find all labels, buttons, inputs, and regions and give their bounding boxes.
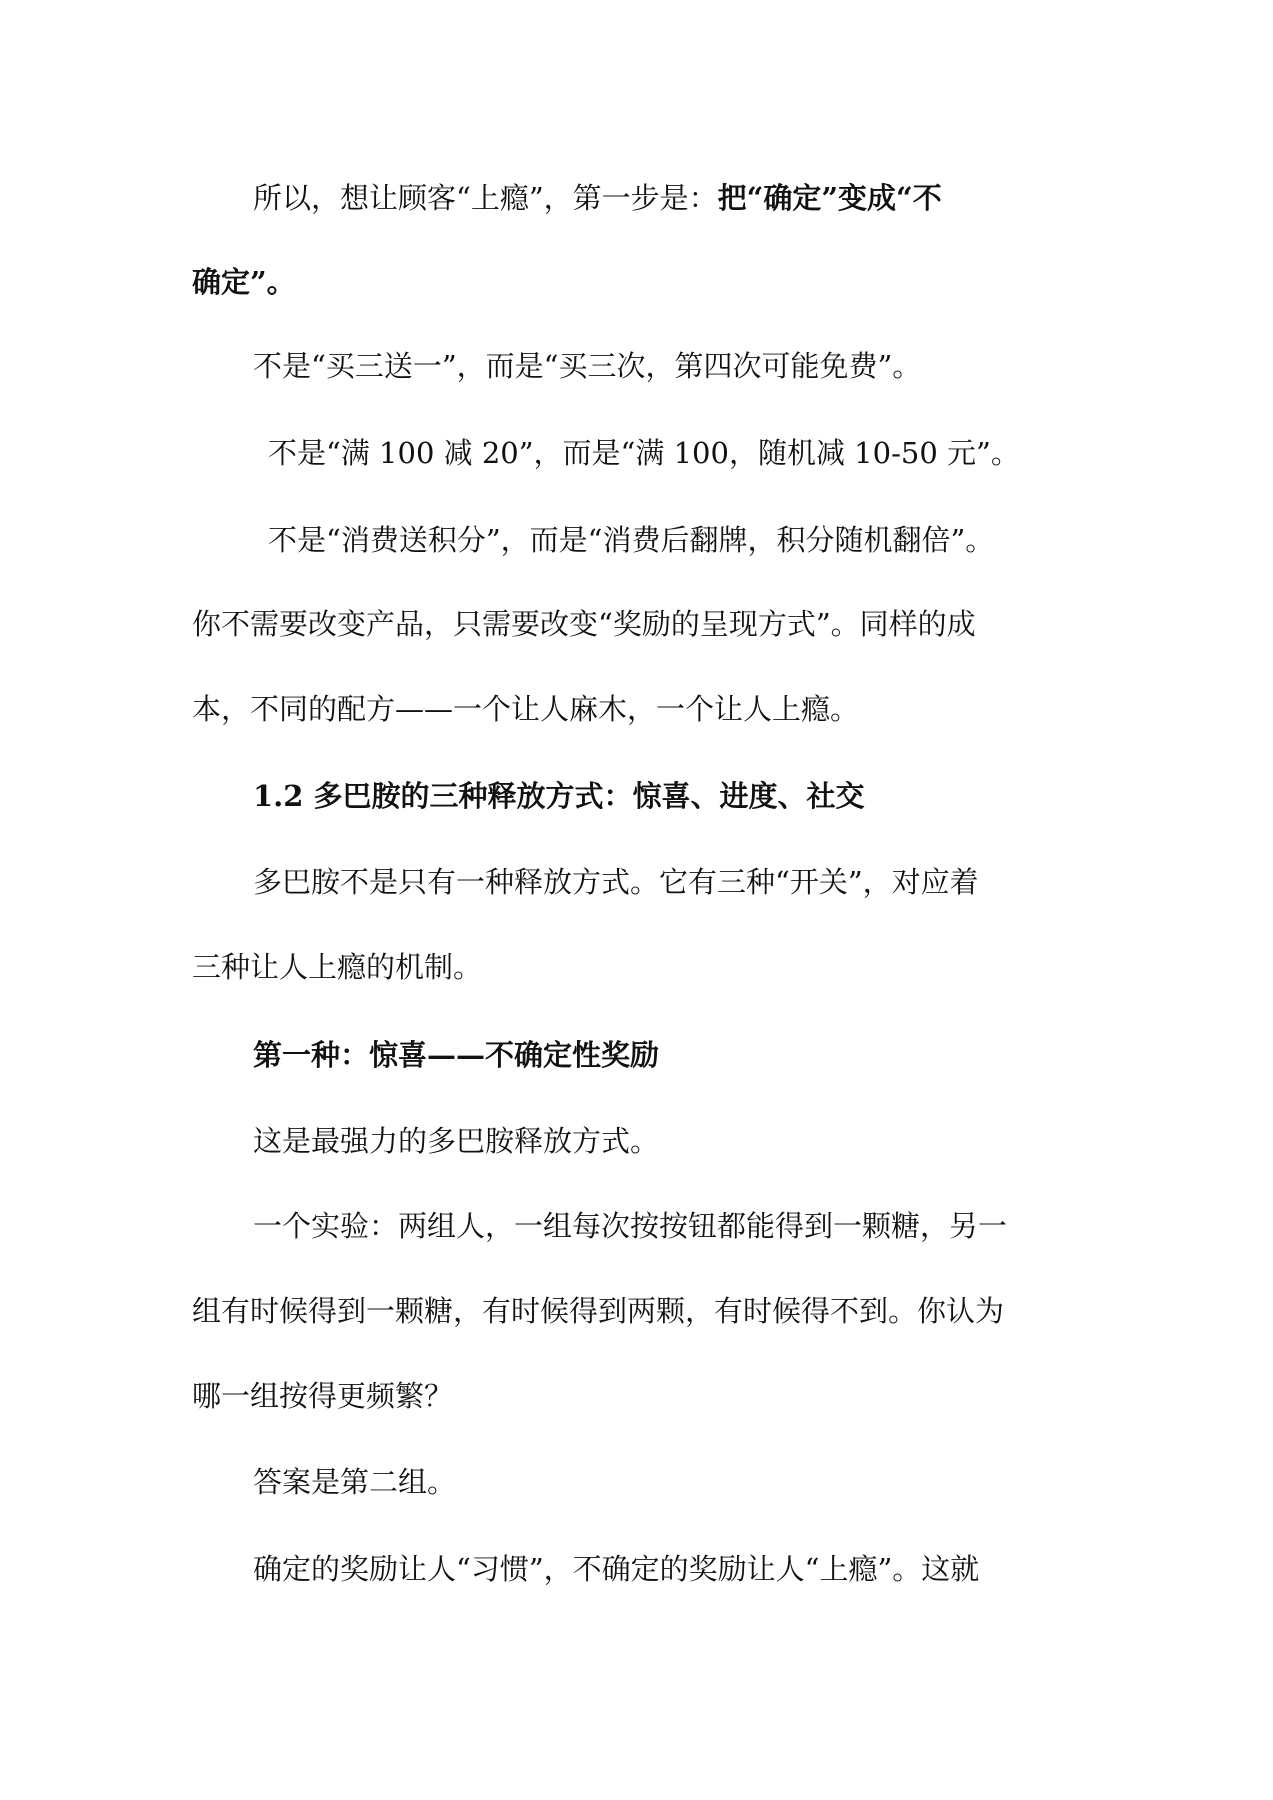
section-heading: 1.2 多巴胺的三种释放方式：惊喜、进度、社交 [253, 779, 865, 813]
subsection-heading: 第一种：惊喜——不确定性奖励 [253, 1038, 660, 1072]
paragraph-line: 三种让人上瘾的机制。 [192, 950, 483, 984]
paragraph-line: 不是“满 100 减 20”，而是“满 100，随机减 10-50 元”。 [268, 436, 1020, 470]
paragraph-line: 不是“买三送一”，而是“买三次，第四次可能免费”。 [253, 349, 922, 383]
paragraph-line [253, 178, 942, 218]
paragraph-line: 你不需要改变产品，只需要改变“奖励的呈现方式”。同样的成 [192, 607, 976, 641]
paragraph-line: 本，不同的配方——一个让人麻木，一个让人上瘾。 [192, 692, 860, 726]
paragraph-line: 组有时候得到一颗糖，有时候得到两颗，有时候得不到。你认为 [192, 1294, 1005, 1328]
paragraph-line: 这是最强力的多巴胺释放方式。 [253, 1124, 660, 1158]
paragraph-line: 哪一组按得更频繁？ [192, 1379, 454, 1413]
paragraph-line: 确定的奖励让人“习惯”，不确定的奖励让人“上瘾”。这就 [253, 1552, 980, 1586]
paragraph-line: 一个实验：两组人，一组每次按按钮都能得到一颗糖，另一 [253, 1209, 1008, 1243]
body-text: 所以，想让顾客“上瘾”，第一步是： [253, 181, 718, 215]
paragraph-line: 多巴胺不是只有一种释放方式。它有三种“开关”，对应着 [253, 865, 979, 899]
bold-text: 把“确定”变成“不 [717, 181, 942, 215]
paragraph-line: 答案是第二组。 [253, 1465, 457, 1499]
paragraph-line: 确定”。 [192, 265, 296, 299]
paragraph-line: 不是“消费送积分”，而是“消费后翻牌，积分随机翻倍”。 [268, 523, 995, 557]
